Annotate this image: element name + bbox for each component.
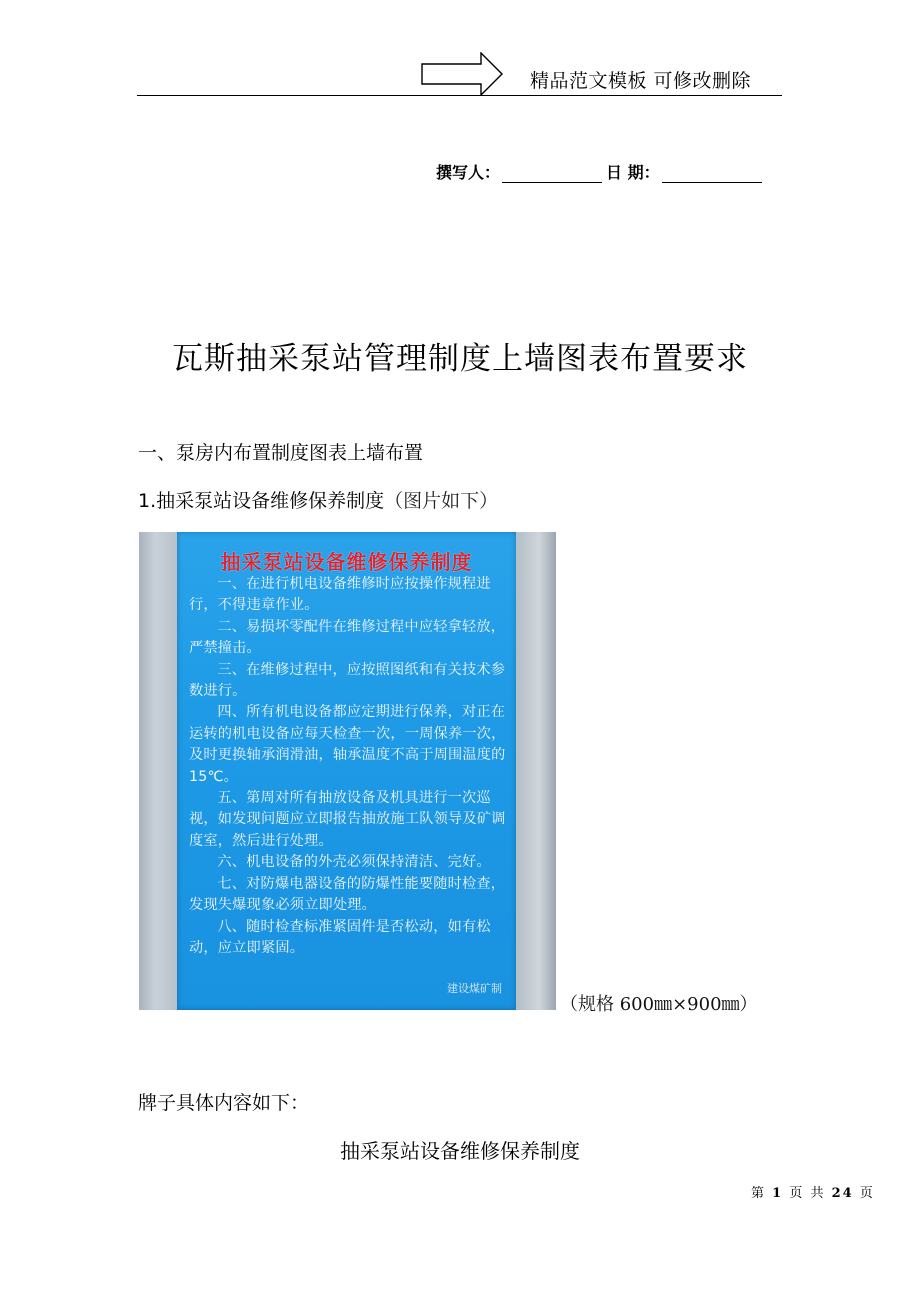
page-suffix: 页 bbox=[859, 1186, 875, 1201]
board-paragraph: 六、机电设备的外壳必须保持清洁、完好。 bbox=[217, 854, 491, 871]
header-divider bbox=[137, 95, 782, 96]
board-paragraph: 五、第周对所有抽放设备及机具进行一次巡视，如发现问题应立即报告抽放施工队领导及矿调度室，然后进行处理。 bbox=[189, 790, 506, 849]
date-blank bbox=[662, 164, 762, 183]
board-spec: （规格 600㎜×900㎜） bbox=[560, 994, 758, 1015]
content-title: 抽采泵站设备维修保养制度 bbox=[340, 1139, 580, 1163]
arrow-right-icon bbox=[421, 52, 503, 96]
board-paragraph: 三、在维修过程中，应按照图纸和有关技术参数进行。 bbox=[189, 661, 506, 700]
item-heading-main: 1.抽采泵站设备维修保养制度 bbox=[138, 490, 385, 512]
page-mid: 页 共 bbox=[789, 1186, 826, 1201]
content-label: 牌子具体内容如下： bbox=[138, 1092, 310, 1114]
author-label: 撰写人： bbox=[436, 163, 501, 182]
page-footer bbox=[751, 1182, 875, 1201]
meta-line bbox=[436, 160, 766, 183]
item-heading-note: （图片如下） bbox=[384, 490, 499, 512]
board-paragraph: 八、随时检查标准紧固件是否松动，如有松动，应立即紧固。 bbox=[189, 918, 491, 956]
board-body bbox=[189, 574, 507, 959]
date-label: 日 期： bbox=[606, 163, 660, 182]
board-title: 抽采泵站设备维修保养制度 bbox=[220, 550, 473, 574]
board-paragraph: 四、所有机电设备都应定期进行保养，对正在运转的机电设备应每天检查一次，一周保养一次，及时更换轴承润滑油，轴承温度不高于周围温度的15℃。 bbox=[189, 704, 506, 785]
page-prefix: 第 bbox=[751, 1186, 767, 1201]
board-panel bbox=[177, 532, 516, 1010]
page-current: 1 bbox=[772, 1186, 784, 1201]
board-footer: 建设煤矿制 bbox=[447, 982, 502, 995]
header-template-label: 精品范文模板 可修改删除 bbox=[530, 70, 752, 92]
document-title: 瓦斯抽采泵站管理制度上墙图表布置要求 bbox=[172, 341, 748, 377]
board-paragraph: 一、在进行机电设备维修时应按操作规程进行，不得违章作业。 bbox=[189, 576, 491, 614]
board-paragraph: 二、易损坏零配件在维修过程中应轻拿轻放，严禁撞击。 bbox=[189, 618, 506, 657]
section-heading: 一、泵房内布置制度图表上墙布置 bbox=[138, 442, 424, 464]
page-total: 24 bbox=[831, 1186, 854, 1201]
author-blank bbox=[502, 164, 602, 183]
board-paragraph: 七、对防爆电器设备的防爆性能要随时检查，发现失爆现象必须立即处理。 bbox=[189, 875, 506, 914]
item-heading bbox=[138, 486, 498, 513]
board-photo bbox=[139, 532, 556, 1010]
